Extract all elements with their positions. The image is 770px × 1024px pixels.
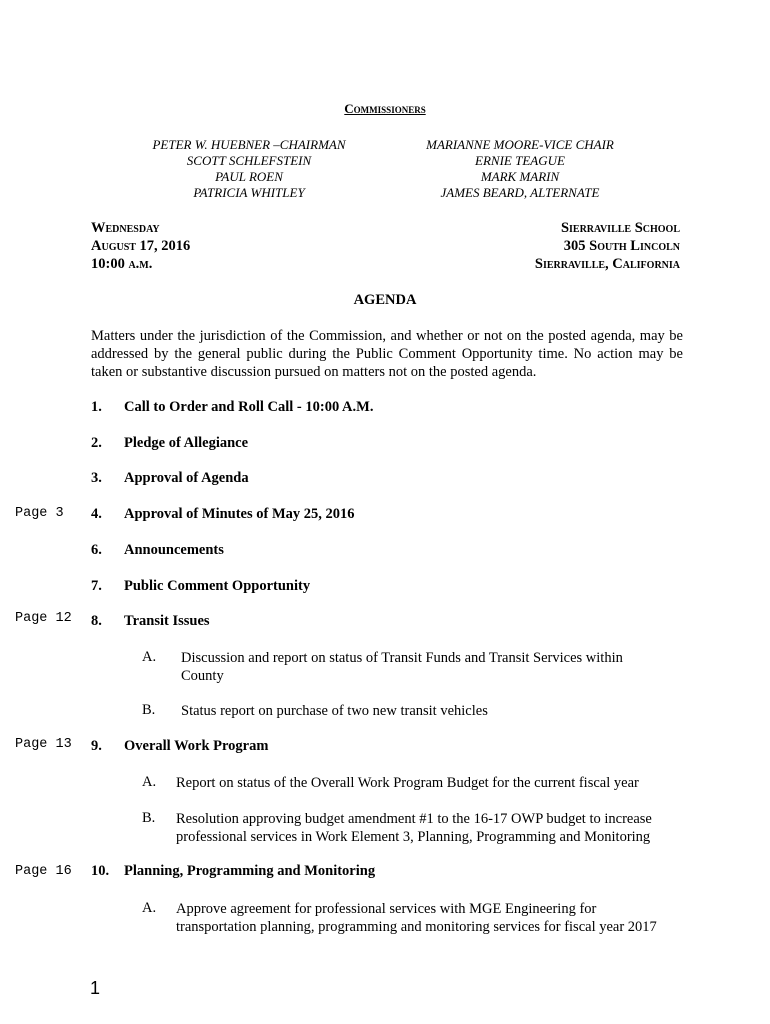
- item-title: Transit Issues: [124, 613, 210, 629]
- commissioner-right-1: MARIANNE MOORE-VICE CHAIR: [426, 137, 614, 152]
- item-title: Pledge of Allegiance: [124, 435, 249, 451]
- intro-paragraph: Matters under the jurisdiction of the Commission, and whether or not on the posted agenda, may be addressed by the general public during the Public Comment Opportunity time. No action may be taken or substantive discussion pursued on matters not on the posted agenda.: [91, 328, 683, 380]
- meeting-location-street: 305 South Lincoln: [563, 238, 680, 254]
- item-number: 7.: [91, 578, 102, 594]
- subitem-letter: A.: [142, 900, 157, 916]
- item-number: 3.: [91, 470, 102, 486]
- subitem-letter: B.: [142, 810, 156, 826]
- item-title: Public Comment Opportunity: [124, 578, 311, 594]
- subitem-letter: A.: [142, 774, 157, 790]
- subitem-text: transportation planning, programming and monitoring services for fiscal year 2017: [176, 919, 657, 935]
- meeting-day: Wednesday: [91, 220, 160, 236]
- commissioner-left-1: PETER W. HUEBNER –CHAIRMAN: [152, 137, 346, 152]
- item-title: Announcements: [124, 542, 224, 558]
- commissioner-right-3: MARK MARIN: [480, 169, 560, 184]
- meeting-date: August 17, 2016: [91, 238, 191, 254]
- item-number: 10.: [91, 863, 110, 879]
- item-number: 2.: [91, 435, 102, 451]
- meeting-location-name: Sierraville School: [560, 220, 680, 236]
- item-title: Approval of Agenda: [124, 470, 249, 486]
- subitem-text: professional services in Work Element 3, Planning, Programming and Monitoring: [176, 829, 651, 845]
- commissioner-left-2: SCOTT SCHLEFSTEIN: [186, 153, 312, 168]
- agenda-title: AGENDA: [353, 292, 417, 308]
- subitem-text: Discussion and report on status of Transit Funds and Transit Services within: [181, 650, 623, 666]
- item-title: Call to Order and Roll Call - 10:00 A.M.: [124, 399, 374, 415]
- item-number: 8.: [91, 613, 102, 629]
- subitem-letter: B.: [142, 702, 156, 718]
- subitem-text: Status report on purchase of two new transit vehicles: [181, 703, 488, 719]
- meeting-location-city: Sierraville, California: [534, 256, 680, 272]
- page-reference: Page 3: [15, 506, 64, 521]
- subitem-text: Report on status of the Overall Work Program Budget for the current fiscal year: [176, 775, 639, 791]
- commissioner-left-3: PAUL ROEN: [215, 169, 283, 184]
- page-reference: Page 16: [15, 864, 72, 879]
- meeting-time: 10:00 a.m.: [91, 256, 153, 272]
- item-title: Planning, Programming and Monitoring: [124, 863, 376, 879]
- commissioner-right-2: ERNIE TEAGUE: [475, 153, 565, 168]
- item-title: Approval of Minutes of May 25, 2016: [124, 506, 355, 522]
- subitem-text: County: [181, 668, 224, 684]
- page-reference: Page 12: [15, 611, 72, 626]
- subitem-letter: A.: [142, 649, 157, 665]
- commissioner-right-4: JAMES BEARD, ALTERNATE: [440, 185, 600, 200]
- item-number: 1.: [91, 399, 102, 415]
- item-title: Overall Work Program: [124, 738, 269, 754]
- subitem-text: Approve agreement for professional services with MGE Engineering for: [176, 901, 597, 917]
- commissioner-left-4: PATRICIA WHITLEY: [193, 185, 305, 200]
- item-number: 9.: [91, 738, 102, 754]
- item-number: 6.: [91, 542, 102, 558]
- subitem-text: Resolution approving budget amendment #1 to the 16-17 OWP budget to increase: [176, 811, 652, 827]
- item-number: 4.: [91, 506, 102, 522]
- commissioners-heading: Commissioners: [344, 101, 426, 116]
- page-reference: Page 13: [15, 737, 72, 752]
- footer-page-number: 1: [90, 978, 101, 998]
